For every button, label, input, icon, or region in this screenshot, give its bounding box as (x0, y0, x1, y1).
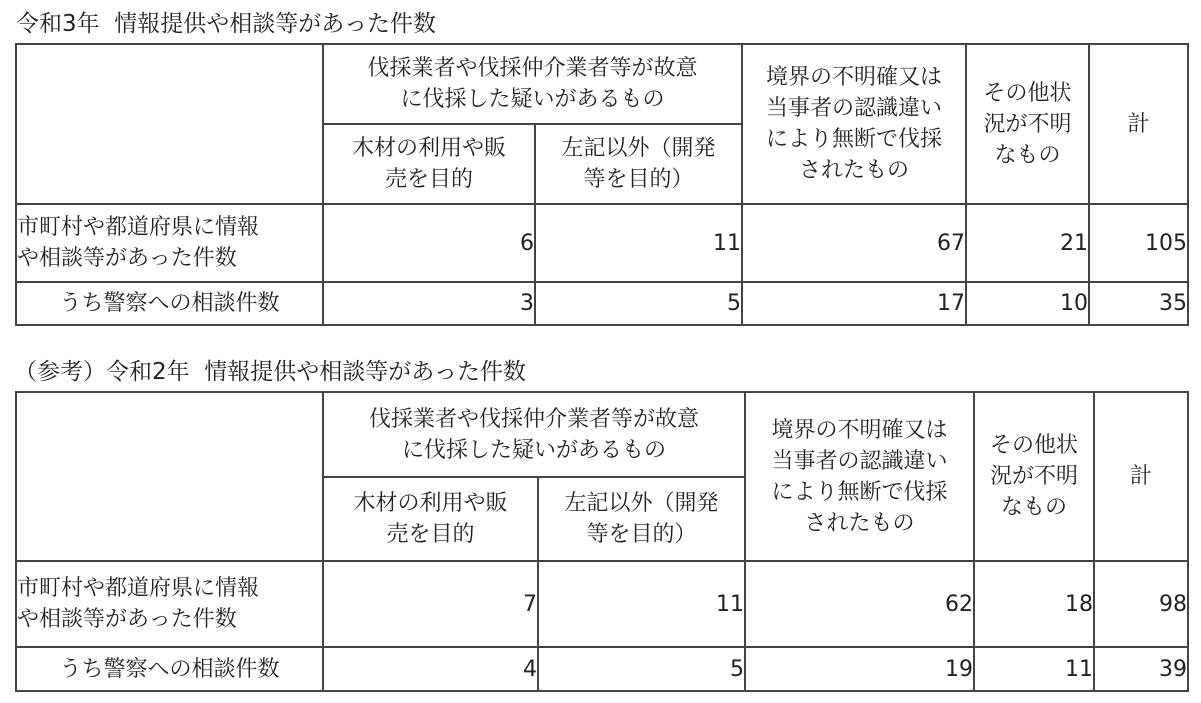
cell-boundary-unclear: 19 (745, 647, 974, 691)
header-intentional-group: 伐採業者や伐採仲介業者等が故意 に伐採した疑いがあるもの (323, 392, 745, 477)
row-label-municipal: 市町村や都道府県に情報 や相談等があった件数 (16, 561, 323, 647)
header-total: 計 (1089, 44, 1188, 204)
header-corner-cell (16, 392, 323, 561)
table-r3 (15, 43, 1189, 326)
header-timber-use: 木材の利用や販 売を目的 (323, 124, 535, 204)
table-row (16, 204, 1188, 282)
table-row (16, 647, 1188, 691)
cell-other-purpose: 5 (538, 647, 745, 691)
header-other-unknown: その他状 況が不明 なもの (966, 44, 1089, 204)
cell-boundary-unclear: 67 (742, 204, 966, 282)
header-timber-use: 木材の利用や販 売を目的 (323, 477, 538, 561)
header-other-unknown: その他状 況が不明 なもの (974, 392, 1094, 561)
header-total: 計 (1094, 392, 1188, 561)
table-r3-caption: 令和3年 情報提供や相談等があった件数 (16, 11, 437, 37)
row-label-police: うち警察への相談件数 (16, 647, 323, 691)
cell-other-purpose: 11 (538, 561, 745, 647)
header-corner-cell (16, 44, 323, 204)
cell-timber-use: 7 (323, 561, 538, 647)
table-row (16, 561, 1188, 647)
header-intentional-group: 伐採業者や伐採仲介業者等が故意 に伐採した疑いがあるもの (323, 44, 742, 124)
cell-other-purpose: 5 (535, 282, 742, 325)
cell-total: 39 (1094, 647, 1188, 691)
cell-timber-use: 4 (323, 647, 538, 691)
cell-boundary-unclear: 17 (742, 282, 966, 325)
header-boundary-unclear: 境界の不明確又は 当事者の認識違い により無断で伐採 されたもの (745, 392, 974, 561)
cell-total: 98 (1094, 561, 1188, 647)
header-other-purpose: 左記以外（開発 等を目的） (535, 124, 742, 204)
header-boundary-unclear: 境界の不明確又は 当事者の認識違い により無断で伐採 されたもの (742, 44, 966, 204)
cell-other-purpose: 11 (535, 204, 742, 282)
table-r2 (15, 391, 1189, 692)
row-label-municipal: 市町村や都道府県に情報 や相談等があった件数 (16, 204, 323, 282)
cell-timber-use: 6 (323, 204, 535, 282)
cell-timber-use: 3 (323, 282, 535, 325)
cell-other-unknown: 11 (974, 647, 1094, 691)
cell-total: 35 (1089, 282, 1188, 325)
table-row (16, 282, 1188, 325)
cell-other-unknown: 10 (966, 282, 1089, 325)
table-r2-caption: （参考）令和2年 情報提供や相談等があった件数 (14, 359, 527, 385)
row-label-police: うち警察への相談件数 (16, 282, 323, 325)
cell-other-unknown: 18 (974, 561, 1094, 647)
cell-total: 105 (1089, 204, 1188, 282)
cell-boundary-unclear: 62 (745, 561, 974, 647)
header-other-purpose: 左記以外（開発 等を目的） (538, 477, 745, 561)
cell-other-unknown: 21 (966, 204, 1089, 282)
